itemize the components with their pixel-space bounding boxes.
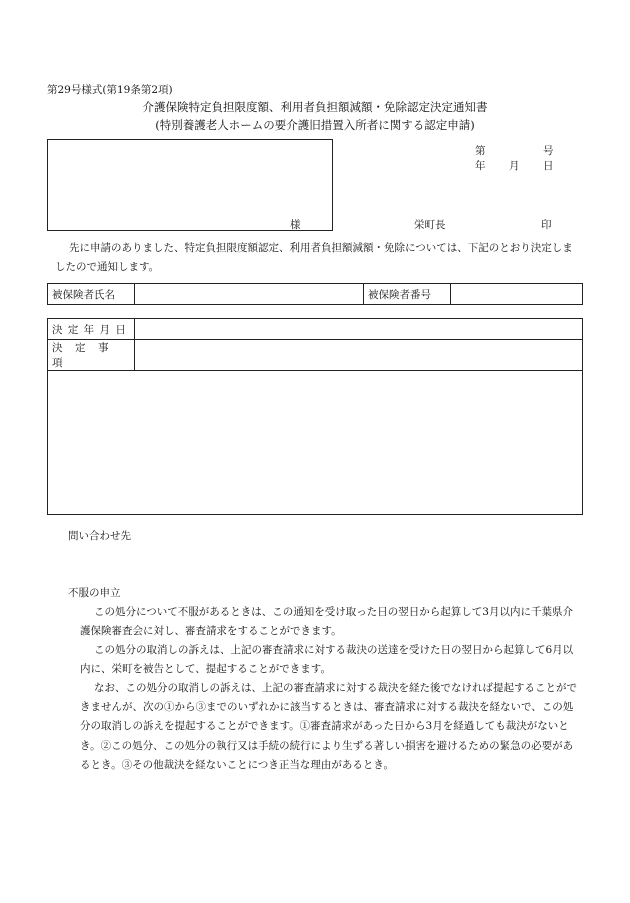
contact-label: 問い合わせ先: [68, 530, 131, 542]
objection-title: 不服の申立: [68, 587, 121, 599]
issuer-seal: 印: [541, 219, 552, 231]
doc-number-suffix: 号: [543, 145, 554, 157]
decision-date-label: 決 定 年 月 日: [48, 319, 135, 340]
objection-paragraph-1: この処分について不服があるときは、この通知を受け取った日の翌日から起算して3月以内に千葉県介護保険審査会に対し、審査請求をすることができます。: [80, 606, 573, 638]
insured-table: [47, 283, 583, 305]
document-subtitle: (特別養護老人ホームの要介護旧措置入所者に関する認定申請): [155, 118, 475, 132]
doc-number-prefix: 第: [475, 145, 486, 157]
issuer-mayor: 栄町長: [414, 219, 446, 231]
recipient-honorific: 様: [290, 219, 301, 231]
decision-date-value: [135, 319, 583, 340]
insured-name-label: 被保険者氏名: [48, 284, 135, 305]
decision-items-label: 決 定 事 項: [48, 340, 135, 371]
date-day: 日: [543, 160, 554, 172]
date-month: 月: [509, 160, 520, 172]
intro-text: 先に申請のありました、特定負担限度額認定、利用者負担額減額・免除については、下記のとおり決定しましたので通知します。: [55, 242, 573, 273]
decision-details-area: [48, 371, 583, 515]
objection-paragraph-2: この処分の取消しの訴えは、上記の審査請求に対する裁決の送達を受けた日の翌日から起算して6月以内に、栄町を被告として、提起することができます。: [80, 644, 574, 676]
decision-table: [47, 318, 583, 515]
insured-name-value: [135, 284, 364, 305]
objection-paragraph-3: なお、この処分の取消しの訴えは、上記の審査請求に対する裁決を経た後でなければ提起することができませんが、次の①から③までのいずれかに該当するときは、審査請求に対する裁決を経ないで、この処分の取消しの訴えを提起することができます。①審査請求があった日から3月を経過しても裁決がないとき。②この処分、この処分の執行又は手続の続行により生ずる著しい損害を避けるための緊急の必要があるとき。③その他裁決を経ないことにつき正当な理由があるとき。: [80, 682, 577, 771]
date-year: 年: [475, 160, 486, 172]
form-number: 第29号様式(第19条第2項): [47, 84, 173, 96]
document-title: 介護保険特定負担限度額、利用者負担額減額・免除認定決定通知書: [142, 100, 488, 114]
decision-items-value: [135, 340, 583, 371]
insured-number-label: 被保険者番号: [364, 284, 451, 305]
insured-number-value: [451, 284, 583, 305]
